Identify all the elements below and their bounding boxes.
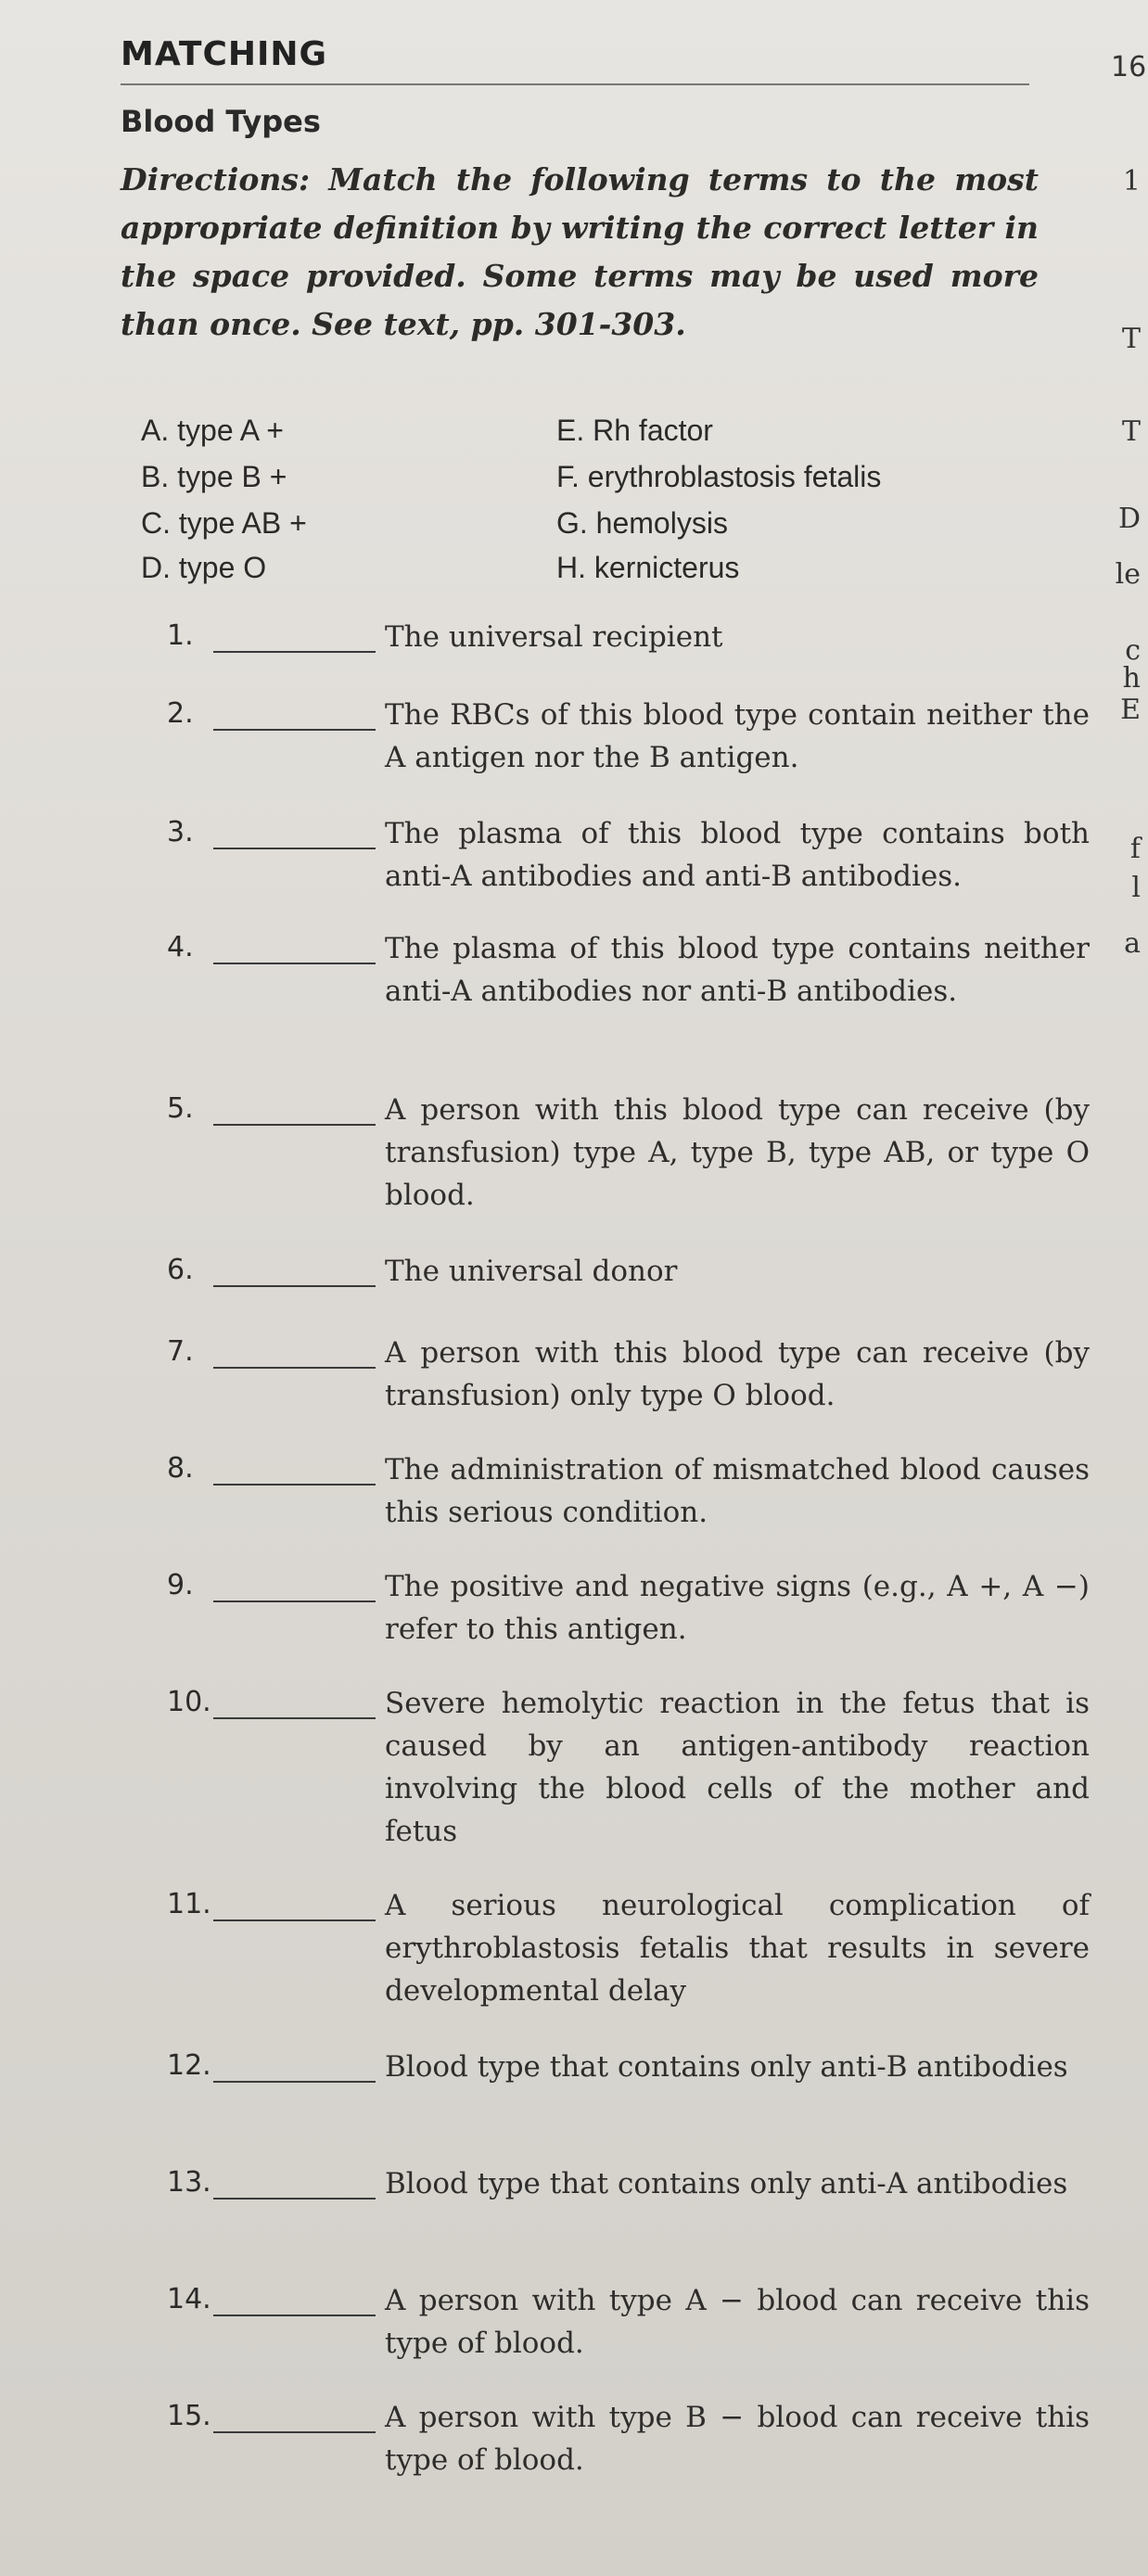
edge-fragment: f xyxy=(1129,833,1141,865)
edge-fragment: D xyxy=(1117,503,1141,535)
item-definition: A person with this blood type can receive (by transfusion) only type O blood. xyxy=(385,1336,1090,1412)
item-definition: The universal recipient xyxy=(385,620,723,654)
item-number: 14. xyxy=(167,2283,211,2315)
answer-blank[interactable] xyxy=(213,2431,376,2433)
item-number: 15. xyxy=(167,2400,211,2432)
term-c: C. type AB + xyxy=(141,506,307,540)
item-definition: The plasma of this blood type contains neither anti-A antibodies nor anti-B antibodies. xyxy=(385,932,1090,1008)
answer-blank[interactable] xyxy=(213,2081,376,2083)
item-number: 2. xyxy=(167,697,194,730)
edge-fragment: E xyxy=(1120,694,1141,726)
item-definition: Blood type that contains only anti-B antibodies xyxy=(385,2050,1068,2084)
item-number: 4. xyxy=(167,931,194,963)
item-definition: A serious neurological complication of erythroblastosis fetalis that results in severe developmental delay xyxy=(385,1889,1090,2008)
section-heading: MATCHING xyxy=(121,35,328,73)
item-number: 9. xyxy=(167,1569,194,1601)
matching-item xyxy=(167,2400,1103,2539)
item-number: 5. xyxy=(167,1092,194,1125)
answer-blank[interactable] xyxy=(213,1600,376,1602)
item-definition: A person with this blood type can receive (by transfusion) type A, type B, type AB, or type O blood. xyxy=(385,1093,1090,1212)
item-definition: The RBCs of this blood type contain neither the A antigen nor the B antigen. xyxy=(385,698,1090,774)
term-f: F. erythroblastosis fetalis xyxy=(556,460,882,493)
section-subheading: Blood Types xyxy=(121,104,321,139)
item-number: 10. xyxy=(167,1686,211,1718)
term-g: G. hemolysis xyxy=(556,506,728,540)
item-number: 8. xyxy=(167,1452,194,1485)
edge-fragment: l xyxy=(1131,872,1141,904)
item-number: 6. xyxy=(167,1254,194,1286)
answer-blank[interactable] xyxy=(213,651,376,653)
term-e: E. Rh factor xyxy=(556,414,713,447)
edge-fragment: c xyxy=(1125,634,1141,667)
item-definition: The positive and negative signs (e.g., A +, A −) refer to this antigen. xyxy=(385,1570,1090,1646)
item-definition: The administration of mismatched blood causes this serious condition. xyxy=(385,1453,1090,1529)
matching-item xyxy=(167,1092,1103,1231)
answer-blank[interactable] xyxy=(213,1919,376,1921)
term-h: H. kernicterus xyxy=(556,551,740,584)
heading-rule xyxy=(121,83,1029,85)
item-definition: A person with type B − blood can receive this type of blood. xyxy=(385,2401,1090,2477)
answer-blank[interactable] xyxy=(213,1367,376,1369)
answer-blank[interactable] xyxy=(213,1124,376,1126)
answer-blank[interactable] xyxy=(213,848,376,849)
answer-blank[interactable] xyxy=(213,2315,376,2316)
item-number: 11. xyxy=(167,1888,211,1920)
edge-fragment: 1 xyxy=(1122,165,1141,198)
matching-item xyxy=(167,931,1103,1070)
term-d: D. type O xyxy=(141,551,267,584)
edge-fragment: a xyxy=(1124,927,1141,960)
answer-blank[interactable] xyxy=(213,963,376,964)
page-marker: 16 xyxy=(1111,51,1147,83)
item-number: 7. xyxy=(167,1335,194,1368)
edge-fragment: le xyxy=(1115,558,1141,591)
matching-item xyxy=(167,1686,1103,1848)
answer-blank[interactable] xyxy=(213,1285,376,1287)
item-number: 12. xyxy=(167,2049,211,2082)
edge-fragment: h xyxy=(1122,662,1141,695)
item-number: 13. xyxy=(167,2166,211,2199)
answer-blank[interactable] xyxy=(213,1717,376,1719)
directions-text: Directions: Match the following terms to the most appropriate definition by writing the correct letter in the space provided. Some terms may be used more than once. See text, pp. 301-303. xyxy=(121,161,1039,342)
item-number: 3. xyxy=(167,816,194,848)
answer-blank[interactable] xyxy=(213,729,376,731)
item-definition: A person with type A − blood can receive this type of blood. xyxy=(385,2284,1090,2360)
term-b: B. type B + xyxy=(141,460,287,493)
edge-fragment: T xyxy=(1121,323,1141,355)
matching-item xyxy=(167,1888,1103,2027)
answer-blank[interactable] xyxy=(213,1484,376,1486)
term-a: A. type A + xyxy=(141,414,284,447)
edge-fragment: T xyxy=(1121,415,1141,448)
item-number: 1. xyxy=(167,619,194,652)
item-definition: The universal donor xyxy=(385,1255,678,1288)
answer-blank[interactable] xyxy=(213,2198,376,2200)
item-definition: Blood type that contains only anti-A antibodies xyxy=(385,2167,1068,2200)
item-definition: Severe hemolytic reaction in the fetus that is caused by an antigen-antibody reaction involving the blood cells of the mother and fetus xyxy=(385,1687,1090,1848)
item-definition: The plasma of this blood type contains both anti-A antibodies and anti-B antibodies. xyxy=(385,817,1090,893)
